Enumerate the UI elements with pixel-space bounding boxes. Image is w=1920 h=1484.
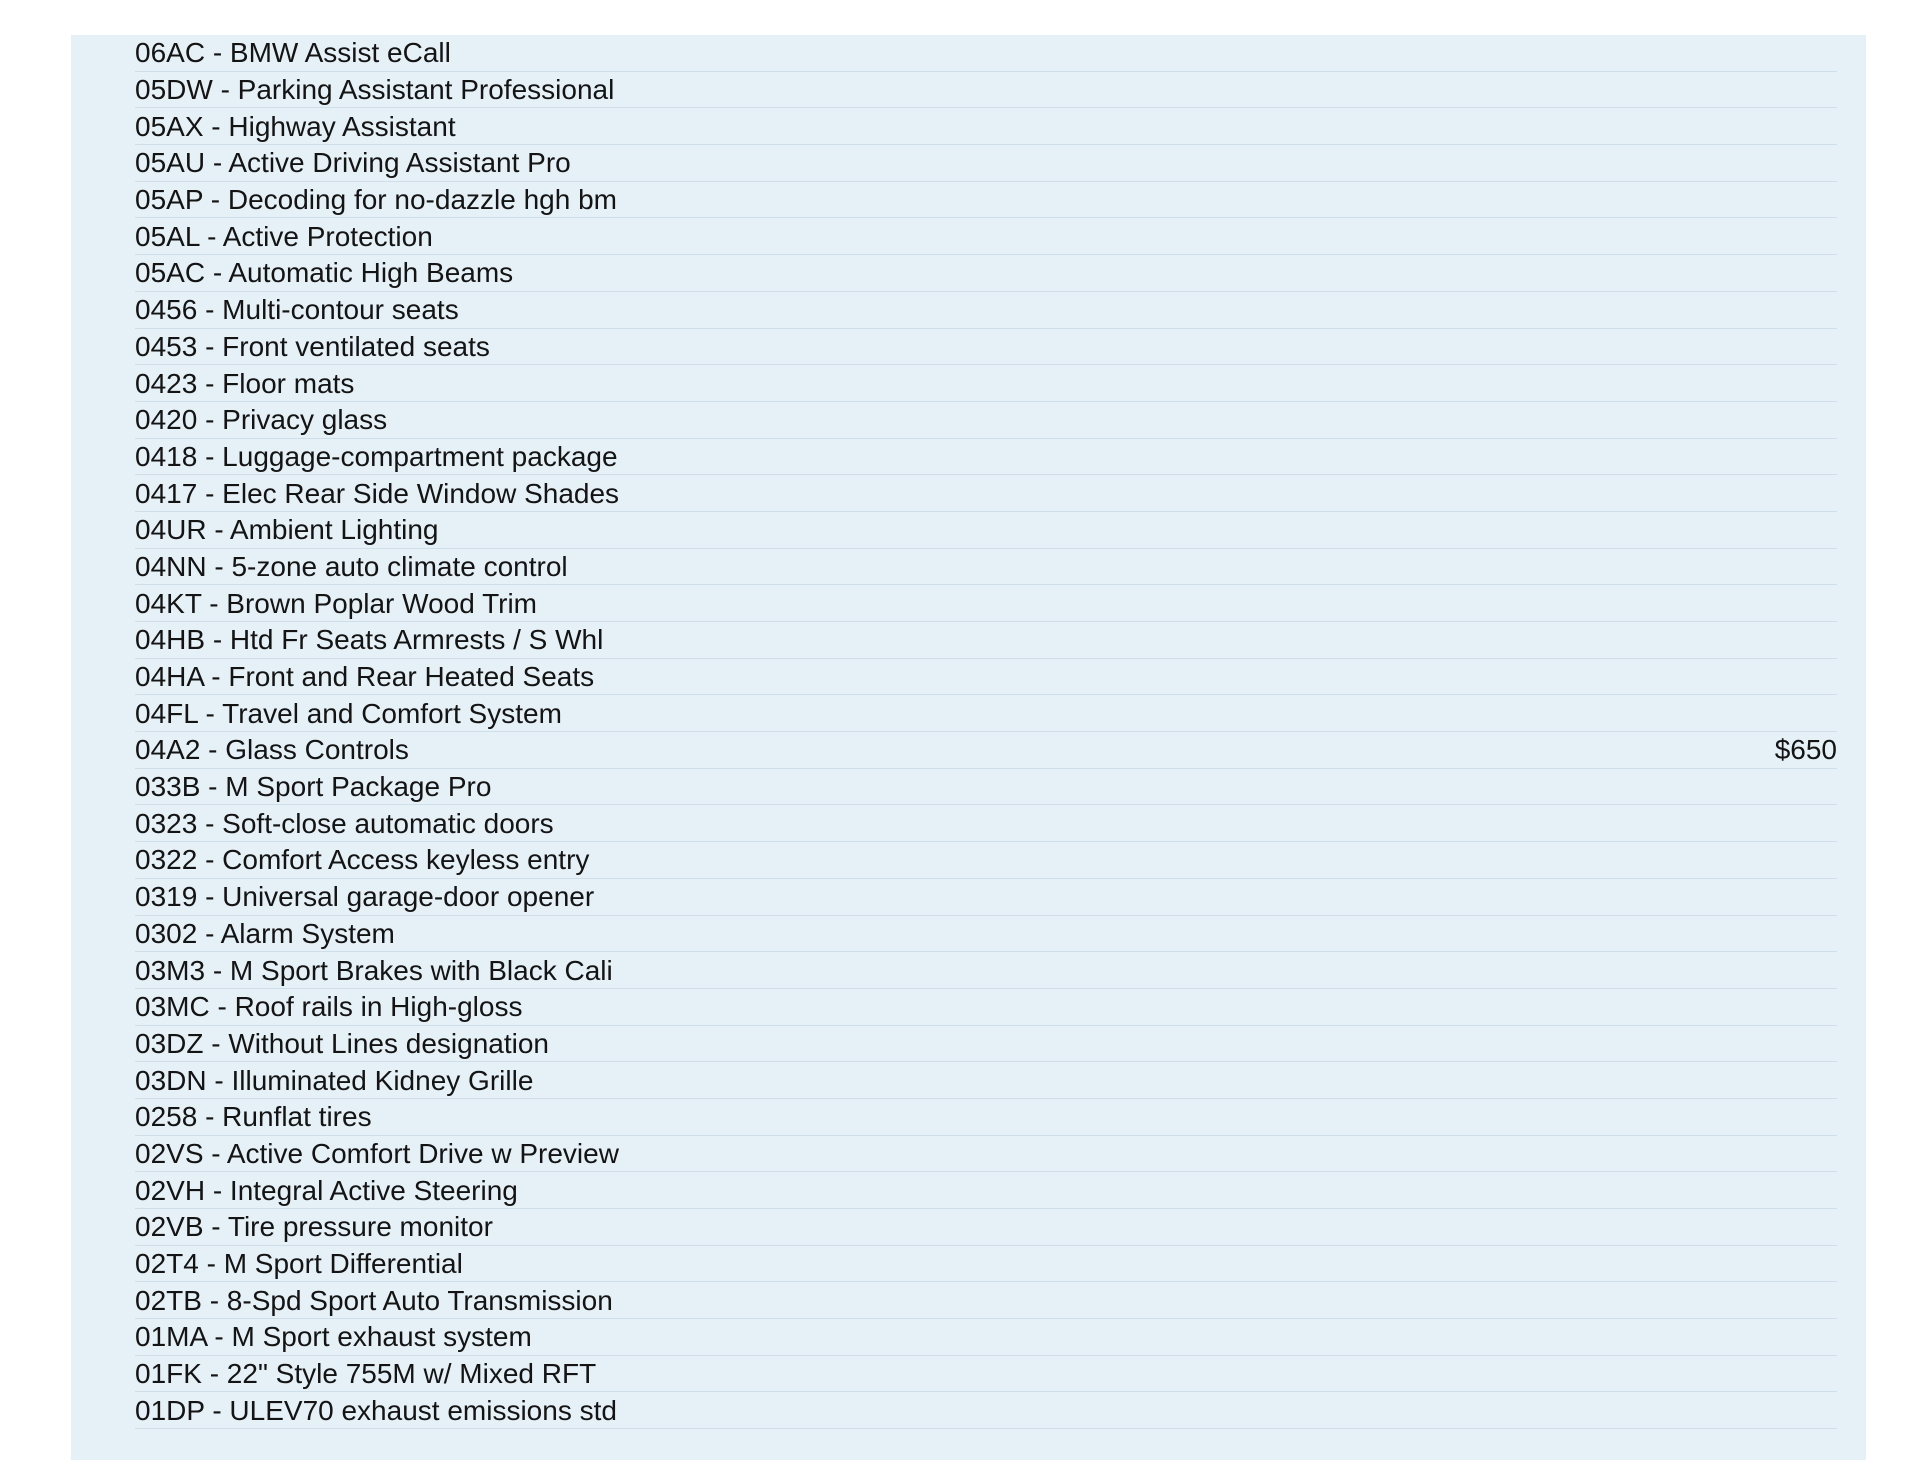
- option-label: 0453 - Front ventilated seats: [135, 330, 490, 362]
- option-row: [135, 622, 1837, 659]
- option-row: [135, 916, 1837, 953]
- option-row: [135, 145, 1837, 182]
- option-label: 05AU - Active Driving Assistant Pro: [135, 147, 571, 179]
- option-label: 01DP - ULEV70 exhaust emissions std: [135, 1394, 617, 1426]
- option-row: [135, 72, 1837, 109]
- option-row: [135, 329, 1837, 366]
- option-row: [135, 585, 1837, 622]
- option-row: [135, 108, 1837, 145]
- option-row: [135, 1172, 1837, 1209]
- option-label: 0302 - Alarm System: [135, 917, 395, 949]
- option-row: [135, 1136, 1837, 1173]
- option-label: 05DW - Parking Assistant Professional: [135, 74, 615, 106]
- option-label: 0418 - Luggage-compartment package: [135, 440, 618, 472]
- option-row: [135, 255, 1837, 292]
- option-label: 02VS - Active Comfort Drive w Preview: [135, 1137, 619, 1169]
- option-label: 03MC - Roof rails in High-gloss: [135, 991, 523, 1023]
- option-label: 04KT - Brown Poplar Wood Trim: [135, 587, 538, 619]
- option-row: [135, 879, 1837, 916]
- option-row: [135, 365, 1837, 402]
- option-label: 01MA - M Sport exhaust system: [135, 1321, 532, 1353]
- option-row: [135, 989, 1837, 1026]
- option-row: [135, 695, 1837, 732]
- option-row: [135, 1026, 1837, 1063]
- option-label: 03M3 - M Sport Brakes with Black Cali: [135, 954, 613, 986]
- option-label: 04FL - Travel and Comfort System: [135, 697, 562, 729]
- option-label: 05AX - Highway Assistant: [135, 110, 456, 142]
- option-label: 0417 - Elec Rear Side Window Shades: [135, 477, 620, 509]
- option-label: 03DN - Illuminated Kidney Grille: [135, 1064, 534, 1096]
- option-row: [135, 549, 1837, 586]
- option-row: [135, 842, 1837, 879]
- option-label: 0420 - Privacy glass: [135, 404, 388, 436]
- option-row: [135, 292, 1837, 329]
- option-row: [135, 1209, 1837, 1246]
- option-row: [135, 512, 1837, 549]
- option-label: 0456 - Multi-contour seats: [135, 294, 459, 326]
- option-label: 04HB - Htd Fr Seats Armrests / S Whl: [135, 624, 604, 656]
- option-label: 0258 - Runflat tires: [135, 1101, 372, 1133]
- option-label: 03DZ - Without Lines designation: [135, 1027, 549, 1059]
- option-row: [135, 659, 1837, 696]
- option-row: [135, 732, 1837, 769]
- option-label: 01FK - 22" Style 755M w/ Mixed RFT: [135, 1358, 597, 1390]
- option-row: [135, 182, 1837, 219]
- option-price: $650: [1774, 734, 1837, 766]
- option-label: 05AC - Automatic High Beams: [135, 257, 514, 289]
- option-label: 02VB - Tire pressure monitor: [135, 1211, 493, 1243]
- option-label: 04HA - Front and Rear Heated Seats: [135, 661, 595, 693]
- option-label: 0319 - Universal garage-door opener: [135, 881, 595, 913]
- option-row: [135, 1319, 1837, 1356]
- option-label: 05AL - Active Protection: [135, 220, 433, 252]
- option-row: [135, 402, 1837, 439]
- option-label: 02T4 - M Sport Differential: [135, 1248, 463, 1280]
- option-label: 06AC - BMW Assist eCall: [135, 37, 451, 69]
- option-label: 033B - M Sport Package Pro: [135, 771, 492, 803]
- option-label: 02VH - Integral Active Steering: [135, 1174, 518, 1206]
- option-row: [135, 769, 1837, 806]
- option-label: 04A2 - Glass Controls: [135, 734, 409, 766]
- option-row: [135, 475, 1837, 512]
- option-row: [135, 1282, 1837, 1319]
- option-row: [135, 1099, 1837, 1136]
- option-label: 05AP - Decoding for no-dazzle hgh bm: [135, 184, 617, 216]
- option-row: [135, 1246, 1837, 1283]
- option-row: [135, 1356, 1837, 1393]
- option-label: 0323 - Soft-close automatic doors: [135, 807, 554, 839]
- options-panel: [71, 35, 1866, 1460]
- options-list: [135, 35, 1837, 1429]
- option-label: 04NN - 5-zone auto climate control: [135, 550, 568, 582]
- option-row: [135, 1062, 1837, 1099]
- option-row: [135, 1392, 1837, 1429]
- option-row: [135, 439, 1837, 476]
- option-label: 0423 - Floor mats: [135, 367, 355, 399]
- option-row: [135, 35, 1837, 72]
- option-row: [135, 805, 1837, 842]
- option-row: [135, 952, 1837, 989]
- option-label: 0322 - Comfort Access keyless entry: [135, 844, 590, 876]
- option-label: 04UR - Ambient Lighting: [135, 514, 439, 546]
- option-row: [135, 218, 1837, 255]
- option-label: 02TB - 8-Spd Sport Auto Transmission: [135, 1284, 613, 1316]
